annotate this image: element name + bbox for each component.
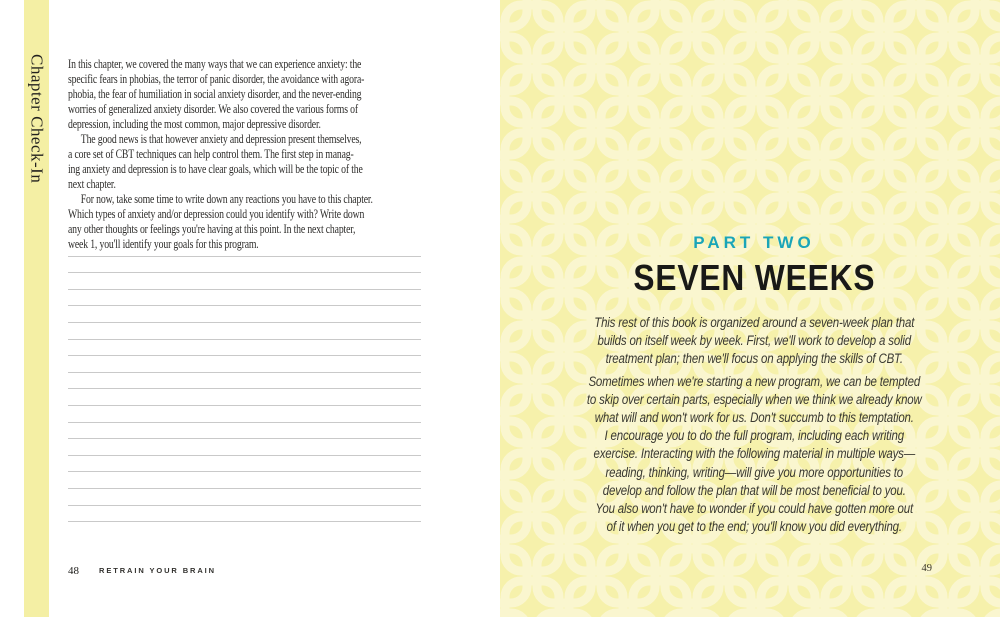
right-page-number: 49 [921,563,932,574]
text-line: reading, thinking, writing—will give you more opportunities to [605,464,904,480]
writing-line [68,439,421,456]
writing-line [68,456,421,473]
writing-line [68,423,421,440]
text-line: treatment plan; then we'll focus on applying the skills of CBT. [605,351,903,367]
text-line: any other thoughts or feelings you're having at this point. In the next chapter, [68,222,356,236]
text-line: You also won't have to wonder if you could have gotten more out [595,501,913,517]
text-line: what will and won't work for us. Don't succumb to this temptation. [594,410,914,426]
text-line: In this chapter, we covered the many ways that we can experience anxiety: the [68,57,362,71]
writing-line [68,257,421,274]
text-line: For now, take some time to write down any reactions you have to this chapter. [80,192,373,206]
paragraph [546,314,963,369]
writing-line [68,290,421,307]
text-line: Sometimes when we're starting a new program, we can be tempted [588,373,921,389]
paragraph [68,57,428,132]
writing-line [68,273,421,290]
chapter-tab-label: Chapter Check-In [27,54,47,184]
text-line: of it when you get to the end; you'll know you did everything. [606,519,902,535]
part-intro-text [538,314,963,540]
right-page [500,0,1000,617]
paragraph [68,132,428,192]
writing-line [68,389,421,406]
text-line: worries of generalized anxiety disorder. We also covered the various forms of [68,102,358,116]
text-line: Which types of anxiety and/or depression could you identify with? Write down [68,207,365,221]
text-line: week 1, you'll identify your goals for this program. [68,237,259,251]
text-line: I encourage you to do the full program, including each writing [604,428,904,444]
writing-line [68,306,421,323]
left-page-number: 48 [68,565,79,577]
text-line: builds on itself week by week. First, we'll work to develop a solid [597,333,912,349]
writing-line [68,489,421,506]
writing-line [68,506,421,523]
text-line: depression, including the most common, major depressive disorder. [68,117,321,131]
writing-line [68,323,421,340]
part-kicker: PART TWO [693,233,815,252]
text-line: The good news is that however anxiety and depression present themselves, [80,132,362,146]
text-line: phobia, the fear of humiliation in social anxiety disorder, and the never-ending [68,87,362,101]
paragraph [546,373,963,537]
writing-line [68,373,421,390]
text-line: to skip over certain parts, especially when we think we already know [586,391,922,407]
part-title: SEVEN WEEKS [633,257,876,298]
text-line: develop and follow the plan that will be most beneficial to you. [602,482,906,498]
writing-line [68,406,421,423]
writing-lines-area [68,240,421,522]
text-line: next chapter. [68,177,116,191]
text-line: This rest of this book is organized around a seven-week plan that [594,315,915,330]
chapter-tab [24,0,49,617]
writing-line [68,472,421,489]
writing-line [68,240,421,257]
book-title: RETRAIN YOUR BRAIN [99,566,216,575]
left-footer [68,561,428,579]
writing-line [68,340,421,357]
text-line: exercise. Interacting with the following material in multiple ways— [593,446,916,462]
text-line: specific fears in phobias, the terror of panic disorder, the avoidance with agora- [68,72,365,86]
text-line: ing anxiety and depression is to have clear goals, which will be the topic of the [68,162,363,176]
chapter-summary-text [68,57,428,252]
text-line: a core set of CBT techniques can help control them. The first step in manag- [68,147,354,161]
writing-line [68,356,421,373]
